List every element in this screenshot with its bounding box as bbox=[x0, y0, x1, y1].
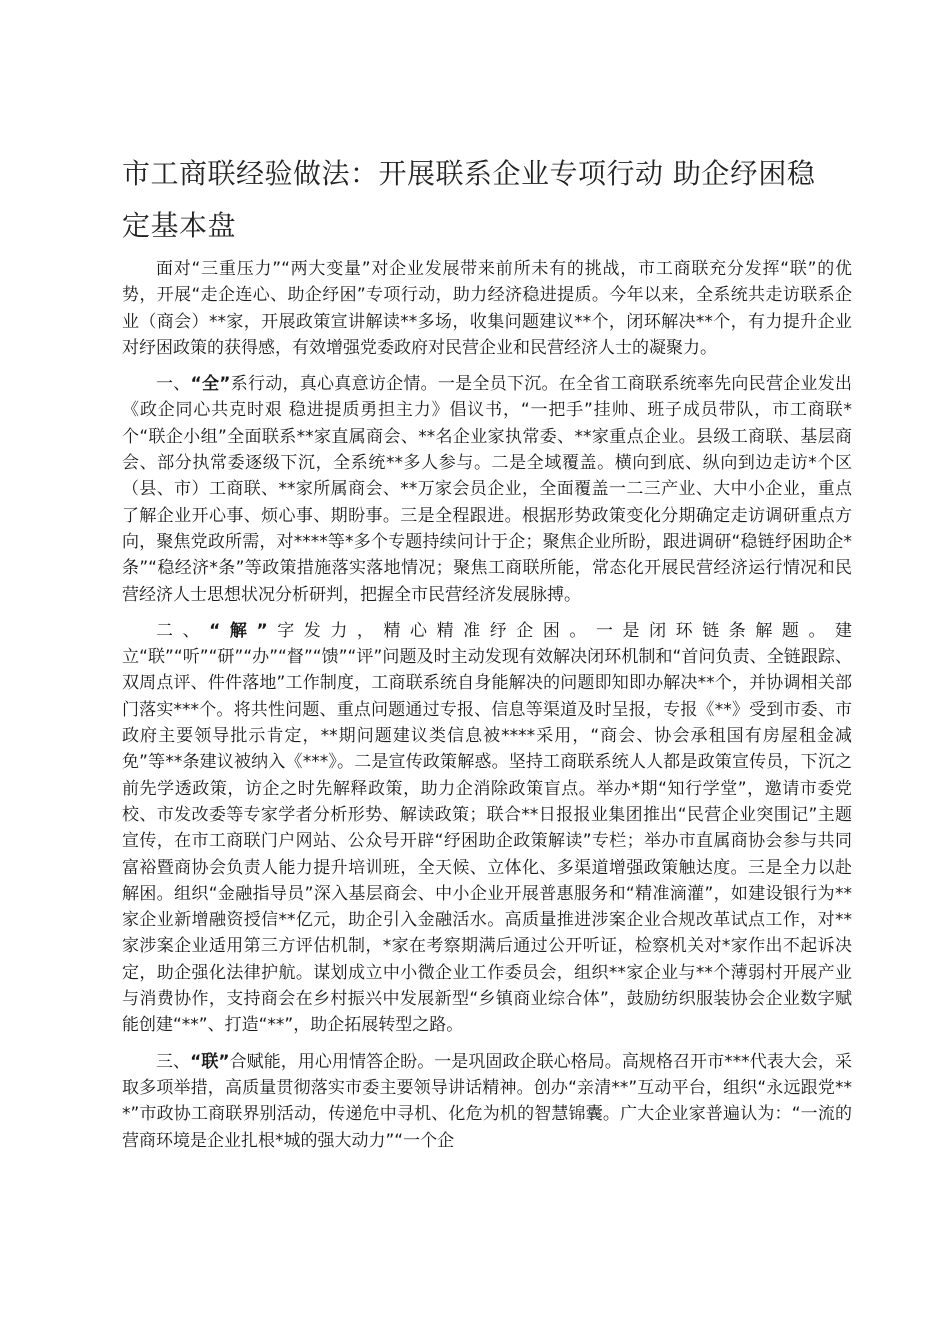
paragraph-text: 面对“三重压力”“两大变量”对企业发展带来前所未有的挑战，市工商联充分发挥“联”的优势，开展“走企连心、助企纾困”专项行动，助力经济稳进提质。今年以来，全系统共走访联系企业（商会）**家，开展政策宣讲解读**多场，收集问题建议**个，闭环解决**个，有力提升企业对纾困政策的获得感，有效增强党委政府对民营企业和民营经济人士的凝聚力。 bbox=[122, 259, 852, 358]
paragraph-intro bbox=[122, 256, 852, 361]
document-title: 市工商联经验做法：开展联系企业专项行动 助企纾困稳定基本盘 bbox=[122, 157, 816, 242]
section-keyword: “联” bbox=[190, 1051, 230, 1072]
paragraph-section-2 bbox=[122, 618, 852, 1039]
section-number: 一、 bbox=[156, 374, 191, 395]
paragraph-text: 合赋能，用心用情答企盼。一是巩固政企联心格局。高规格召开市***代表大会，采取多项举措，高质量贯彻落实市委主要领导讲话精神。创办“亲清**”互动平台，组织“永远跟党***”市政协工商联界别活动，传递危中寻机、化危为机的智慧锦囊。广大企业家普遍认为：“一流的营商环境是企业扎根*城的强大动力”“一个企 bbox=[122, 1051, 852, 1151]
section-keyword: “解” bbox=[209, 620, 268, 641]
document-body bbox=[122, 256, 852, 1164]
section-keyword: “全” bbox=[190, 374, 231, 395]
paragraph-section-3 bbox=[122, 1049, 852, 1154]
section-number: 二、 bbox=[156, 620, 210, 641]
paragraph-text: 字发力，精心精准纾企困。一是闭环链条解题。建立“联”“听”“研”“办”“督”“馈”“评”问题及时主动发现有效解决闭环机制和“首问负责、全链跟踪、双周点评、件件落地”工作制度，工商联系统自身能解决的问题即知即办解决**个，并协调相关部门落实***个。将共性问题、重点问题通过专报、信息等渠道及时呈报，专报《**》受到市委、市政府主要领导批示肯定，**期问题建议类信息被****采用，“商会、协会承租国有房屋租金减免”等**条建议被纳入《***》。二是宣传政策解惑。坚持工商联系统人人都是政策宣传员，下沉之前先学透政策，访企之时先解释政策，助力企消除政策盲点。举办*期“知行学堂”，邀请市委党校、市发改委等专家学者分析形势、解读政策；联合**日报报业集团推出“民营企业突围记”主题宣传，在市工商联门户网站、公众号开辟“纾困助企政策解读”专栏；举办市直属商协会参与共同富裕暨商协会负责人能力提升培训班，全天候、立体化、多渠道增强政策触达度。三是全力以赴解困。组织“金融指导员”深入基层商会、中小企业开展普惠服务和“精准滴灌”，如建设银行为**家企业新增融资授信**亿元，助企引入金融活水。高质量推进涉案企业合规改革试点工作，对**家涉案企业适用第三方评估机制，*家在考察期满后通过公开听证，检察机关对*家作出不起诉决定，助企强化法律护航。谋划成立中小微企业工作委员会，组织**家企业与**个薄弱村开展产业与消费协作，支持商会在乡村振兴中发展新型“乡镇商业综合体”，鼓励纺织服装协会企业数字赋能创建“**”、打造“**”，助企拓展转型之路。 bbox=[122, 620, 853, 1036]
paragraph-section-1 bbox=[122, 371, 852, 608]
paragraph-text: 系行动，真心真意访企情。一是全员下沉。在全省工商联系统率先向民营企业发出《政企同心共克时艰 稳进提质勇担主力》倡议书，“一把手”挂帅、班子成员带队，市工商联*个“联企小组”全面联系**家直属商会、**名企业家执常委、**家重点企业。县级工商联、基层商会、部分执常委逐级下沉，全系统**多人参与。二是全域覆盖。横向到底、纵向到边走访*个区（县、市）工商联、**家所属商会、**万家会员企业，全面覆盖一二三产业、大中小企业，重点了解企业开心事、烦心事、期盼事。三是全程跟进。根据形势政策变化分期确定走访调研重点方向，聚焦党政所需，对****等*多个专题持续问计于企；聚焦企业所盼，跟进调研“稳链纾困助企*条”“稳经济*条”等政策措施落实落地情况；聚焦工商联所能，常态化开展民营经济运行情况和民营经济人士思想状况分析研判，把握全市民营经济发展脉搏。 bbox=[122, 374, 853, 605]
section-number: 三、 bbox=[156, 1051, 191, 1072]
